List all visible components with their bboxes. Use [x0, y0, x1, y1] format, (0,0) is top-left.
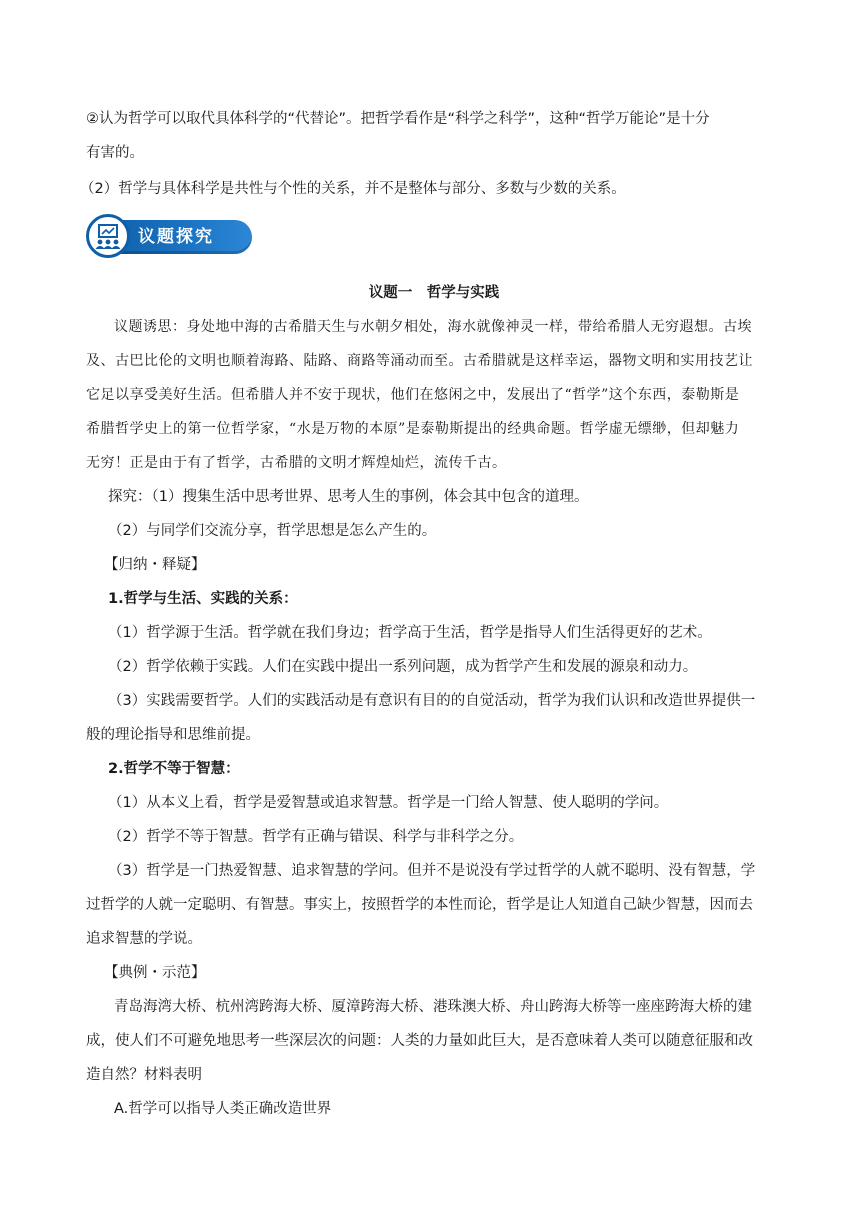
h2-item-3: [86, 854, 782, 956]
example-paragraph: [86, 990, 782, 1092]
text-line: 般的理论指导和思维前提。: [86, 727, 260, 743]
text-line: 青岛海湾大桥、杭州湾跨海大桥、厦漳跨海大桥、港珠澳大桥、舟山跨海大桥等一座座跨海大桥的建: [114, 999, 752, 1015]
text-line: （3）哲学是一门热爱智慧、追求智慧的学问。但并不是说没有学过哲学的人就不聪明、没有智慧，学: [108, 863, 756, 879]
text-line: 及、古巴比伦的文明也顺着海路、陆路、商路等涌动而至。古希腊就是这样幸运，器物文明和实用技艺让: [86, 353, 753, 369]
example-label: [104, 956, 782, 990]
text-line: 造自然？材料表明: [86, 1067, 202, 1083]
heading-1: [108, 582, 782, 616]
explore-1: [108, 480, 782, 514]
text-line: （1）从本义上看，哲学是爱智慧或追求智慧。哲学是一门给人智慧、使人聪明的学问。: [108, 795, 669, 811]
intro-paragraph-2: [80, 172, 776, 206]
explore-2: [108, 514, 782, 548]
text-line: （2）哲学与具体科学是共性与个性的关系，并不是整体与部分、多数与少数的关系。: [80, 181, 626, 197]
summary-label: [104, 548, 782, 582]
topic-title: [86, 276, 782, 310]
h2-item-2: [108, 820, 782, 854]
text-line: （2）哲学不等于智慧。哲学有正确与错误、科学与非科学之分。: [108, 829, 524, 845]
text-line: （3）实践需要哲学。人们的实践活动是有意识有目的的自觉活动，哲学为我们认识和改造世界提供一: [108, 693, 756, 709]
text-line: 成，使人们不可避免地思考一些深层次的问题：人类的力量如此巨大，是否意味着人类可以随意征服和改: [86, 1033, 753, 1049]
text-line: 它足以享受美好生活。但希腊人并不安于现状，他们在悠闲之中，发展出了“哲学”这个东西，泰勒斯是: [86, 387, 740, 403]
text-line: 【归纳・释疑】: [104, 557, 206, 573]
text-line: 探究：（1）搜集生活中思考世界、思考人生的事例，体会其中包含的道理。: [108, 489, 589, 505]
text-line: 【典例・示范】: [104, 965, 206, 981]
h1-item-3: [86, 684, 782, 752]
topic-title-text: 议题一 哲学与实践: [368, 285, 500, 301]
text-line: 希腊哲学史上的第一位哲学家，“水是万物的本原”是泰勒斯提出的经典命题。哲学虚无缥缈，但却魅力: [86, 421, 740, 437]
text-line: 1.哲学与生活、实践的关系：: [108, 591, 298, 607]
heading-2: [108, 752, 782, 786]
h1-item-1: [108, 616, 782, 650]
text-line: A.哲学可以指导人类正确改造世界: [114, 1101, 332, 1117]
text-line: 追求智慧的学说。: [86, 931, 202, 947]
text-line: （1）哲学源于生活。哲学就在我们身边；哲学高于生活，哲学是指导人们生活得更好的艺术。: [108, 625, 712, 641]
h1-item-2: [108, 650, 782, 684]
presentation-icon: [86, 214, 130, 258]
banner-label: 议题探究: [138, 227, 214, 247]
text-line: （2）哲学依赖于实践。人们在实践中提出一系列问题，成为哲学产生和发展的源泉和动力。: [108, 659, 698, 675]
text-line: 过哲学的人就一定聪明、有智慧。事实上，按照哲学的本性而论，哲学是让人知道自己缺少智慧，因而去: [86, 897, 753, 913]
text-line: 无穷！正是由于有了哲学，古希腊的文明才辉煌灿烂，流传千古。: [86, 455, 507, 471]
intro-paragraph-1: [86, 102, 782, 170]
text-line: 2.哲学不等于智慧：: [108, 761, 240, 777]
section-banner: [86, 214, 254, 260]
lead-paragraph: [86, 310, 782, 480]
h2-item-1: [108, 786, 782, 820]
text-line: 议题诱思：身处地中海的古希腊天生与水朝夕相处，海水就像神灵一样，带给希腊人无穷遐想。古埃: [114, 319, 752, 335]
option-a: [114, 1092, 782, 1126]
text-line: 有害的。: [86, 145, 144, 161]
text-line: （2）与同学们交流分享，哲学思想是怎么产生的。: [108, 523, 437, 539]
text-line: ②认为哲学可以取代具体科学的“代替论”。把哲学看作是“科学之科学”，这种“哲学万能论”是十分: [86, 111, 710, 127]
